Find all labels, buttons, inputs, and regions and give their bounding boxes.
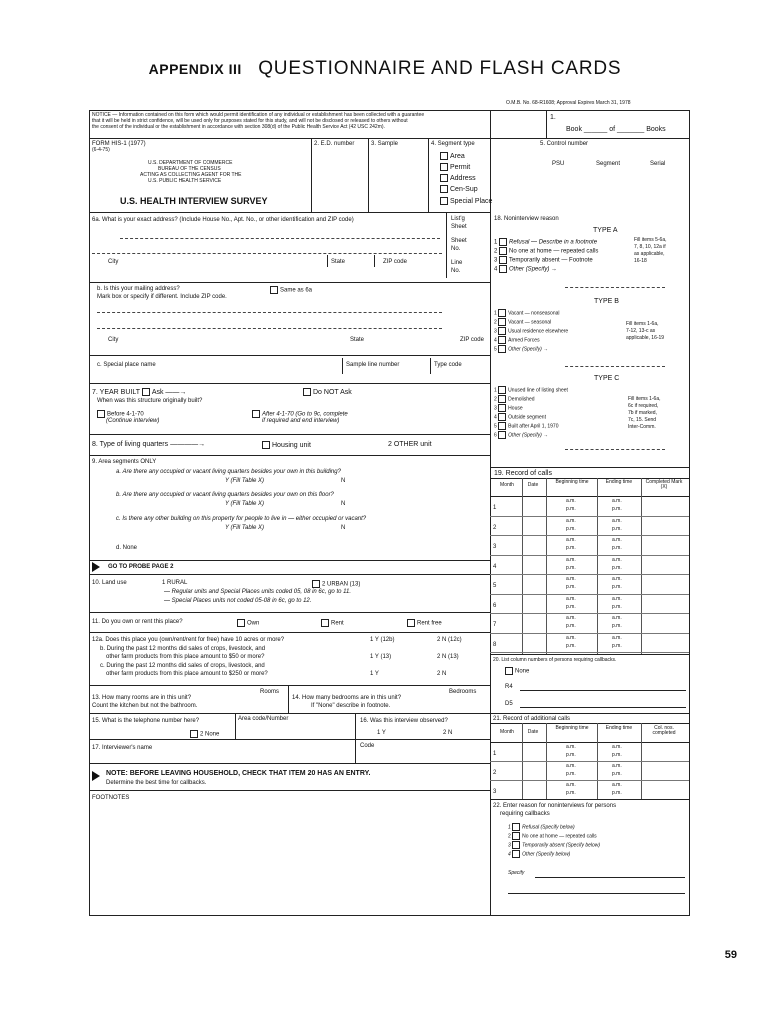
sheet-label: Sheet <box>451 224 467 230</box>
q19-row-divider <box>490 613 689 614</box>
form-date: (6-4-75) <box>92 147 110 153</box>
q21-row-number: 1 <box>493 751 497 757</box>
q19-am-label: a.m. <box>612 517 622 524</box>
q15-none[interactable]: 2 None <box>190 730 219 738</box>
q22-opt-1[interactable]: 1 Refusal (Specify below) <box>508 824 575 831</box>
q19-row-number: 4 <box>493 563 497 570</box>
q21-col-begin: Beginning time <box>555 725 589 731</box>
q19-pm-label: p.m. <box>612 545 622 551</box>
q12b-text-1: b. During the past 12 months did sales of crops, livestock, and <box>100 646 266 652</box>
q7-dont-ask[interactable]: Do NOT Ask <box>303 388 352 396</box>
q9d-none: d. None <box>116 545 138 551</box>
q19-row-number: 3 <box>493 544 497 550</box>
book-label: Book ______ of _______ Books <box>566 126 666 133</box>
q6a-state-label: State <box>331 259 346 265</box>
type-c-info-3: 7b if marked, <box>628 410 657 416</box>
q22-text: 22. Enter reason for noninterviews for persons <box>493 803 617 809</box>
q13-text: 13. How many rooms are in this unit? <box>92 695 192 701</box>
q10-rural[interactable]: 1 RURAL <box>162 580 188 586</box>
sample-label: 3. Sample <box>371 141 399 147</box>
q21-pm-label: p.m. <box>566 771 576 777</box>
q6c-type-label: Type code <box>434 362 462 368</box>
control-number-label: 5. Control number <box>540 141 589 147</box>
q19-am-label: a.m. <box>566 517 576 524</box>
page-title: QUESTIONNAIRE AND FLASH CARDS <box>258 58 622 79</box>
q21-pm-label: p.m. <box>612 790 622 796</box>
q19-pm-label: p.m. <box>566 564 576 571</box>
q12a-no[interactable]: 2 N (12c) <box>437 637 462 643</box>
q19-col-date: Date <box>527 482 539 488</box>
q19-row-divider <box>490 633 689 634</box>
q10-text: 10. Land use <box>92 580 127 586</box>
q11-own[interactable]: Own <box>237 619 259 627</box>
q6b-zip-label: ZIP code <box>460 337 484 343</box>
q10-urban[interactable]: 2 URBAN (13) <box>312 580 360 588</box>
q9a-no: N <box>341 478 346 484</box>
type-c-info-4: 7c, 15. Send <box>628 417 657 423</box>
page-heading <box>0 58 770 80</box>
notice-line-2: that it will be held in strict confidence, will be used only for purposes stated for this study, and will not be disclosed or released to others without <box>92 118 408 124</box>
q19-am-label: a.m. <box>612 595 622 602</box>
probe-arrow-icon <box>92 562 100 572</box>
q21-col-end: Ending time <box>605 725 633 731</box>
q11-rent-free[interactable]: Rent free <box>407 619 442 627</box>
q19-pm-label: p.m. <box>612 564 622 571</box>
q22-text-2: requiring callbacks <box>500 811 550 817</box>
q13-note: Count the kitchen but not the bathroom. <box>92 703 198 709</box>
sheet-no-label: No. <box>451 246 461 252</box>
notice-line-1: NOTICE — Information contained on this form which would permit identification of any individual or establishment has been collected with a guarantee <box>92 112 425 118</box>
type-c-opt-2[interactable]: 2 Demolished <box>494 396 535 403</box>
survey-title: U.S. HEALTH INTERVIEW SURVEY <box>120 196 268 206</box>
q20-r4-label: R4 <box>505 684 513 690</box>
type-a-info-1: Fill items 5-6a, <box>634 237 667 243</box>
dept-line-4: U.S. PUBLIC HEALTH SERVICE <box>148 178 222 184</box>
q6b-city-label: City <box>108 337 119 343</box>
q19-am-label: a.m. <box>612 615 622 621</box>
q6c-text: c. Special place name <box>97 362 156 368</box>
type-c-opt-3[interactable]: 3 House <box>494 405 523 412</box>
type-b-opt-5[interactable]: 5 Other (Specify) → <box>494 346 549 353</box>
type-c-info-5: Inter-Comm. <box>628 424 656 430</box>
q7-before[interactable]: Before 4-1-70 <box>97 410 144 418</box>
segtype-area[interactable]: Area <box>440 152 465 160</box>
q18-text: 18. Noninterview reason <box>494 216 559 222</box>
note-line-1: NOTE: BEFORE LEAVING HOUSEHOLD, CHECK THAT ITEM 20 HAS AN ENTRY. <box>106 770 371 777</box>
q19-col-completed: Completed Mark (X) <box>645 479 683 490</box>
q7-year-built: 7. YEAR BUILT Ask ——→ <box>92 388 187 396</box>
q6b-same-checkbox[interactable]: Same as 6a <box>270 286 312 294</box>
q22-opt-4[interactable]: 4 Other (Specify below) <box>508 851 571 858</box>
line-no-label: No. <box>451 268 461 274</box>
omb-number: O.M.B. No. 68-R1608; Approval Expires March 31, 1978 <box>506 100 631 106</box>
q20-none[interactable]: None <box>505 667 529 675</box>
q14-note: If "None" describe in footnote. <box>311 703 391 709</box>
q19-col-month: Month <box>500 482 514 488</box>
q19-pm-label: p.m. <box>566 623 576 629</box>
listing-label: List'g <box>451 216 465 222</box>
q10-regular-note: — Regular units and Special Places units coded 05, 08 in 6c, go to 11. <box>164 589 352 595</box>
q19-pm-label: p.m. <box>566 506 576 512</box>
q8-housing-unit[interactable]: Housing unit <box>262 441 311 449</box>
type-b-opt-2[interactable]: 2 Vacant — seasonal <box>494 319 552 326</box>
q19-row-number: 6 <box>493 602 497 609</box>
q21-col-completed: Col. nos. completed <box>652 725 676 736</box>
q12c-text-2: other farm products from this place amount to $250 or more? <box>106 671 268 677</box>
type-c-opt-1[interactable]: 1 Unused line of listing sheet <box>494 387 568 394</box>
q6b-state-label: State <box>350 337 365 343</box>
q21-row-divider <box>490 780 689 781</box>
q21-row-divider <box>490 761 689 762</box>
type-c-opt-5[interactable]: 5 Built after April 1, 1970 <box>494 423 559 430</box>
q21-pm-label: p.m. <box>612 771 622 777</box>
note-line-2: Determine the best time for callbacks. <box>106 780 207 786</box>
type-a-opt-4[interactable]: 4 Other (Specify) → <box>494 266 558 273</box>
q16-no[interactable]: 2 N <box>443 730 453 736</box>
q20-text: 20. List column numbers of persons requiring callbacks. <box>493 657 617 663</box>
type-a-opt-1[interactable]: 1 Refusal — Describe in a footnote <box>494 239 598 246</box>
q21-am-label: a.m. <box>566 744 576 750</box>
segtype-censup[interactable]: Cen-Sup <box>440 185 478 193</box>
type-c-opt-6[interactable]: 6 Other (Specify) → <box>494 432 549 439</box>
q12c-yes[interactable]: 1 Y <box>370 671 379 677</box>
q19-pm-label: p.m. <box>566 584 576 590</box>
q19-pm-label: p.m. <box>566 525 576 532</box>
q19-row-divider <box>490 574 689 575</box>
type-b-info-2: 7-12, 13-c as <box>626 328 656 334</box>
type-a-label: TYPE A <box>593 227 618 234</box>
q19-pm-label: p.m. <box>612 623 622 629</box>
q19-pm-label: p.m. <box>612 506 622 512</box>
q6a-text: 6a. What is your exact address? (Include House No., Apt. No., or other identification and ZIP code) <box>92 217 354 223</box>
q21-row-number: 3 <box>493 789 497 795</box>
q11-rent[interactable]: Rent <box>321 619 344 627</box>
q19-am-label: a.m. <box>612 537 622 543</box>
q19-am-label: a.m. <box>566 537 576 543</box>
ed-number-label: 2. E.D. number <box>314 141 355 147</box>
q19-pm-label: p.m. <box>612 642 622 649</box>
probe-instruction: GO TO PROBE PAGE 2 <box>108 564 174 570</box>
type-b-opt-1[interactable]: 1 Vacant — nonseasonal <box>494 310 560 317</box>
q16-text: 16. Was this interview observed? <box>360 718 448 724</box>
q7-question: When was this structure originally built? <box>97 398 203 404</box>
q21-am-label: a.m. <box>612 782 622 788</box>
q8-other-unit[interactable]: 2 OTHER unit <box>388 441 432 448</box>
q6a-zip-label: ZIP code <box>383 259 407 265</box>
segtype-permit[interactable]: Permit <box>440 163 470 171</box>
type-b-opt-4[interactable]: 4 Armed Forces <box>494 337 540 344</box>
q19-col-end: Ending time <box>605 479 633 485</box>
q12b-text-2: other farm products from this place amount to $50 or more? <box>106 654 265 660</box>
q21-col-date: Date <box>527 729 539 735</box>
q14-text: 14. How many bedrooms are in this unit? <box>292 695 402 701</box>
q19-pm-label: p.m. <box>612 525 622 532</box>
q21-col-month: Month <box>500 729 514 735</box>
type-a-info-4: 16-18 <box>634 258 647 264</box>
q12c-no[interactable]: 2 N <box>437 671 447 677</box>
q19-row-number: 8 <box>493 641 497 648</box>
q19-row-divider <box>490 594 689 595</box>
q19-am-label: a.m. <box>566 498 576 504</box>
q19-row-divider <box>490 555 689 556</box>
rooms-label: Rooms <box>260 689 280 695</box>
q6c-sample-label: Sample line number <box>346 362 400 368</box>
type-b-info-1: Fill items 1-6a, <box>626 321 659 327</box>
q19-row-divider <box>490 652 689 653</box>
q9-text: 9. Area segments ONLY <box>92 459 157 465</box>
q9c-question: c. Is there any other building on this property for people to live in — either occupied or vacant? <box>116 516 367 522</box>
segment-label: Segment <box>596 161 621 167</box>
q21-title: 21. Record of additional calls <box>493 716 571 722</box>
q19-row-divider <box>490 535 689 536</box>
serial-label: Serial <box>650 161 666 167</box>
q19-row-number: 2 <box>493 524 497 531</box>
q19-title: 19. Record of calls <box>494 470 552 477</box>
q21-am-label: a.m. <box>612 744 622 750</box>
segtype-address[interactable]: Address <box>440 174 476 182</box>
type-b-opt-3[interactable]: 3 Usual residence elsewhere <box>494 328 569 335</box>
psu-label: PSU <box>552 161 565 167</box>
q12b-no[interactable]: 2 N (13) <box>437 654 459 660</box>
q19-row-divider <box>490 516 689 517</box>
type-b-label: TYPE B <box>594 298 619 305</box>
type-c-info-1: Fill items 1-6a, <box>628 396 661 402</box>
q12a-text: 12a. Does this place you (own/rent/rent for free) have 10 acres or more? <box>92 637 285 643</box>
q19-am-label: a.m. <box>612 634 622 641</box>
q21-pm-label: p.m. <box>612 752 622 758</box>
q21-am-label: a.m. <box>566 763 576 769</box>
appendix-label: APPENDIX III <box>148 61 242 77</box>
q22-specify-label: Specify <box>508 870 525 876</box>
q9b-question: b. Are there any occupied or vacant living quarters besides your own on this floor? <box>116 492 334 498</box>
type-a-info-2: 7, 8, 10, 12a if <box>634 244 666 250</box>
q20-d5-label: D5 <box>505 701 513 707</box>
bedrooms-label: Bedrooms <box>449 689 477 695</box>
q10-special-note: — Special Places units not coded 05-08 in 6c, go to 12. <box>164 598 312 604</box>
q15-text: 15. What is the telephone number here? <box>92 718 200 724</box>
book-number: 1. <box>550 114 556 121</box>
q7-continue: (Continue interview) <box>106 418 160 424</box>
type-c-label: TYPE C <box>594 375 620 382</box>
q9a-question: a. Are there any occupied or vacant living quarters besides your own in this building? <box>116 469 341 475</box>
q9b-yes: Y (Fill Table X) <box>225 501 265 507</box>
q19-am-label: a.m. <box>612 498 622 504</box>
q19-col-begin: Beginning time <box>555 479 589 485</box>
type-a-info-3: as applicable, <box>634 251 665 257</box>
q19-am-label: a.m. <box>612 556 622 563</box>
area-code-label: Area code/Number <box>238 716 289 722</box>
q17-text: 17. Interviewer's name <box>92 745 153 751</box>
q6a-city-label: City <box>108 259 119 265</box>
type-c-opt-4[interactable]: 4 Outside segment <box>494 414 546 421</box>
q19-pm-label: p.m. <box>566 642 576 649</box>
q12c-text-1: c. During the past 12 months did sales of crops, livestock, and <box>100 663 265 669</box>
type-a-opt-3[interactable]: 3 Temporarily absent — Footnote <box>494 257 593 264</box>
form-id: FORM HIS-1 (1977) <box>92 141 146 147</box>
type-b-info-3: applicable, 16-19 <box>626 335 665 341</box>
q19-am-label: a.m. <box>566 576 576 582</box>
q19-row-number: 5 <box>493 583 497 589</box>
q7-after-note: if required and end interview) <box>262 418 340 424</box>
q19-row-number: 7 <box>493 622 497 628</box>
q9a-yes: Y (Fill Table X) <box>225 478 265 484</box>
q11-text: 11. Do you own or rent this place? <box>92 619 183 625</box>
dept-line-3: ACTING AS COLLECTING AGENT FOR THE <box>140 172 242 178</box>
q19-pm-label: p.m. <box>612 603 622 610</box>
sheet-label-2: Sheet <box>451 238 467 244</box>
q19-row-number: 1 <box>493 505 497 511</box>
q19-am-label: a.m. <box>566 595 576 602</box>
notice-line-3: the consent of the individual or the establishment in accordance with section 308(d) of the Public Health Service Act (42 USC 242m). <box>92 124 385 130</box>
dept-line-2: BUREAU OF THE CENSUS <box>158 166 221 172</box>
q19-pm-label: p.m. <box>566 603 576 610</box>
page-number: 59 <box>724 949 737 961</box>
q19-am-label: a.m. <box>566 634 576 641</box>
q19-am-label: a.m. <box>566 556 576 563</box>
type-a-opt-2[interactable]: 2 No one at home — repeated calls <box>494 248 599 255</box>
type-c-info-2: 6c if required, <box>628 403 659 409</box>
q19-am-label: a.m. <box>612 576 622 582</box>
segtype-special[interactable]: Special Place <box>440 197 492 205</box>
q9c-no: N <box>341 525 346 531</box>
dept-line-1: U.S. DEPARTMENT OF COMMERCE <box>148 160 233 166</box>
q21-pm-label: p.m. <box>566 752 576 758</box>
note-arrow-icon <box>92 771 100 781</box>
segment-type-label: 4. Segment type <box>431 141 475 147</box>
q19-pm-label: p.m. <box>612 584 622 590</box>
q19-pm-label: p.m. <box>566 545 576 551</box>
q9c-yes: Y (Fill Table X) <box>225 525 265 531</box>
q7-after[interactable]: After 4-1-70 (Go to 9c, complete <box>252 410 348 418</box>
q21-am-label: a.m. <box>612 763 622 769</box>
q6b-text: b. Is this your mailing address? <box>97 286 180 292</box>
q8-text: 8. Type of living quarters ————→ <box>92 441 206 448</box>
interviewer-code-label: Code <box>360 743 375 749</box>
q19-am-label: a.m. <box>566 615 576 621</box>
q6b-instructions: Mark box or specify if different. Include ZIP code. <box>97 294 227 300</box>
q21-row-number: 2 <box>493 770 497 776</box>
footnotes-label: FOOTNOTES <box>92 795 130 801</box>
q16-yes[interactable]: 1 Y <box>377 730 386 736</box>
q21-pm-label: p.m. <box>566 790 576 796</box>
line-label: Line <box>451 260 463 266</box>
q12a-yes[interactable]: 1 Y (12b) <box>370 637 395 643</box>
q12b-yes[interactable]: 1 Y (13) <box>370 654 392 660</box>
q9b-no: N <box>341 501 346 507</box>
q22-opt-2[interactable]: 2 No one at home — repeated calls <box>508 833 597 840</box>
q22-opt-3[interactable]: 3 Temporarily absent (Specify below) <box>508 842 601 849</box>
q21-am-label: a.m. <box>566 782 576 788</box>
